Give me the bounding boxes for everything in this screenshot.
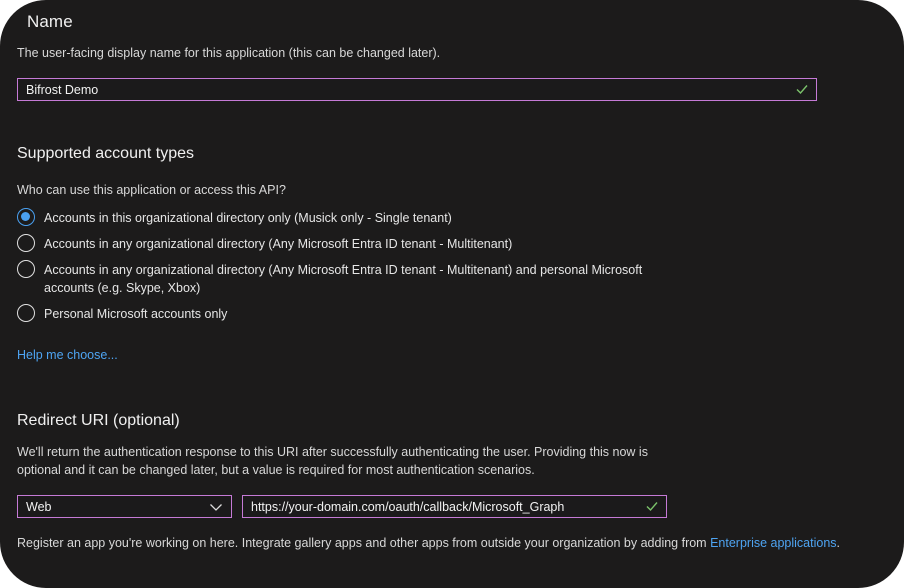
radio-single-tenant[interactable] [17,208,35,226]
radio-multitenant-label: Accounts in any organizational directory (Any Microsoft Entra ID tenant - Multitenant) [44,237,513,251]
platform-select[interactable] [17,495,232,518]
redirect-uri-input[interactable] [242,495,667,518]
footer-text-suffix: . [836,536,841,550]
redirect-uri-title: Redirect URI (optional) [17,412,180,429]
radio-multitenant-personal-label [44,261,642,297]
help-me-choose-link[interactable]: Help me choose... [17,348,118,362]
radio-option-single-tenant[interactable] [17,209,452,227]
radio-option-personal[interactable] [17,305,227,323]
display-name-input[interactable] [17,78,817,101]
radio-option-multitenant-personal[interactable] [17,261,642,297]
display-name-value: Bifrost Demo [26,82,99,97]
name-section-title: Name [27,12,73,31]
chevron-down-icon [209,501,223,513]
enterprise-applications-link[interactable]: Enterprise applications [710,536,837,550]
account-types-title: Supported account types [17,145,195,162]
name-description: The user-facing display name for this application (this can be changed later). [17,46,441,60]
platform-select-value: Web [26,499,52,514]
redirect-description-line1: We'll return the authentication response to this URI after successfully authenticating the user. Providing this now is [17,445,648,459]
account-types-question: Who can use this application or access this API? [17,183,286,197]
radio-multitenant[interactable] [17,234,35,252]
radio-single-tenant-label: Accounts in this organizational directory only (Musick only - Single tenant) [44,211,452,225]
radio-personal-label: Personal Microsoft accounts only [44,307,228,321]
redirect-uri-value: https://your-domain.com/oauth/callback/Microsoft_Graph [251,499,565,514]
valid-check-icon [795,82,809,96]
radio-multitenant-personal-label-line1: Accounts in any organizational directory (Any Microsoft Entra ID tenant - Multitenant) and personal Microsoft [44,263,643,277]
radio-option-multitenant[interactable] [17,235,512,253]
radio-multitenant-personal[interactable] [17,260,35,278]
valid-check-icon [645,499,659,513]
footer-text [17,536,840,550]
radio-multitenant-personal-label-line2: accounts (e.g. Skype, Xbox) [44,281,201,295]
footer-text-main: Register an app you're working on here. Integrate gallery apps and other apps from outside your organization by adding from [17,536,711,550]
radio-personal[interactable] [17,304,35,322]
redirect-description-line2: optional and it can be changed later, but a value is required for most authentication scenarios. [17,463,535,477]
